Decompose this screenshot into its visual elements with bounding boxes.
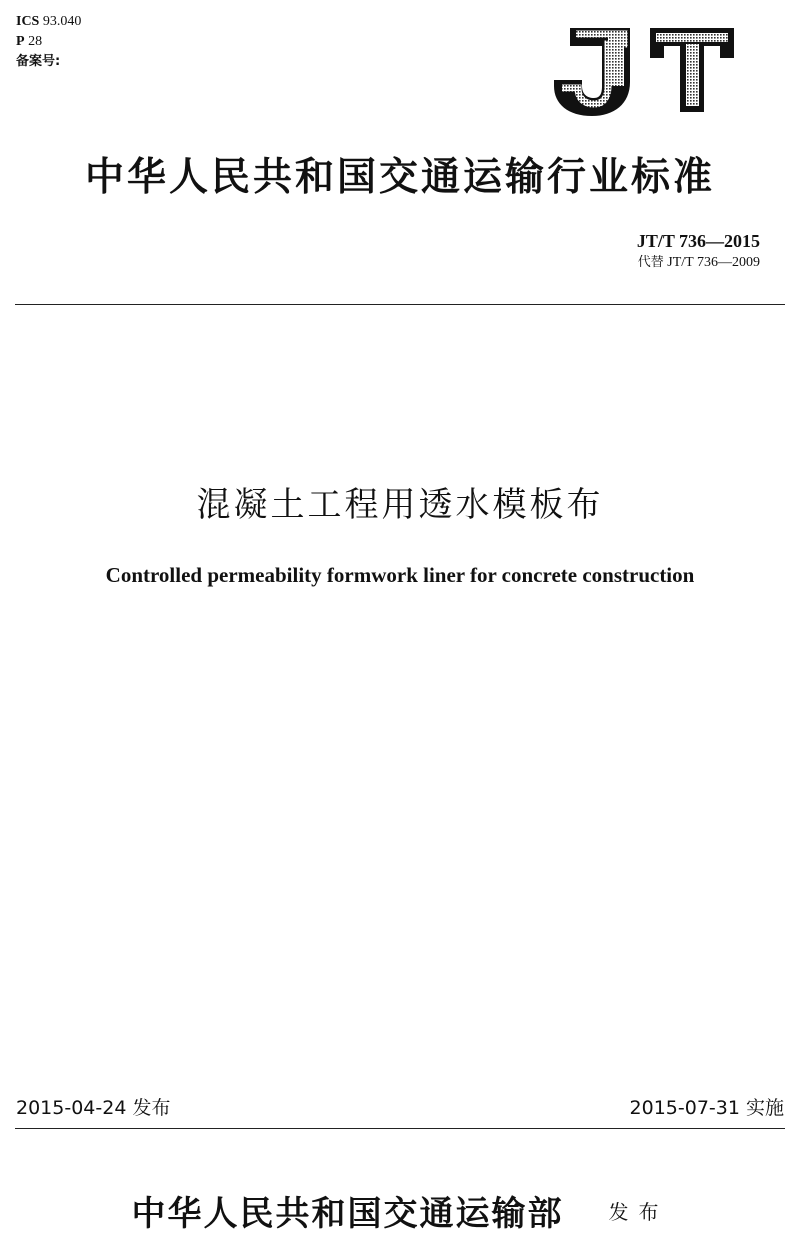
- replaces-label: 代替: [637, 255, 664, 270]
- filing-number-label: 备案号:: [16, 54, 61, 69]
- publish-label: 发布: [608, 1200, 669, 1224]
- industry-standard-title: 中华人民共和国交通运输行业标准: [84, 154, 715, 200]
- ics-value: 93.040: [42, 14, 82, 29]
- implementation-date: 2015-07-31 实施: [629, 1097, 784, 1119]
- ics-label: ICS: [16, 14, 40, 29]
- bottom-divider: [15, 1128, 785, 1129]
- replaces-code: JT/T 736—2009: [667, 255, 760, 270]
- logo-letter-j: [554, 28, 630, 116]
- issuing-ministry: 中华人民共和国交通运输部: [131, 1194, 564, 1234]
- replaces-line: [637, 253, 760, 273]
- document-title-english: Controlled permeability formwork liner for concrete construction: [105, 563, 695, 587]
- ccs-label: P: [16, 34, 25, 49]
- logo-letter-t: [650, 28, 734, 112]
- issuer-line: [0, 1186, 800, 1235]
- ics-line: [16, 12, 81, 32]
- jt-logo: [552, 22, 736, 118]
- standard-number-block: [637, 229, 760, 273]
- ccs-value: 28: [28, 34, 43, 49]
- standard-code: JT/T 736—2015: [636, 231, 760, 251]
- ccs-line: [16, 32, 81, 52]
- top-divider: [15, 304, 785, 305]
- document-title-chinese: 混凝土工程用透水模板布: [196, 485, 604, 525]
- classification-block: [16, 12, 81, 72]
- issue-date: 2015-04-24 发布: [16, 1097, 171, 1119]
